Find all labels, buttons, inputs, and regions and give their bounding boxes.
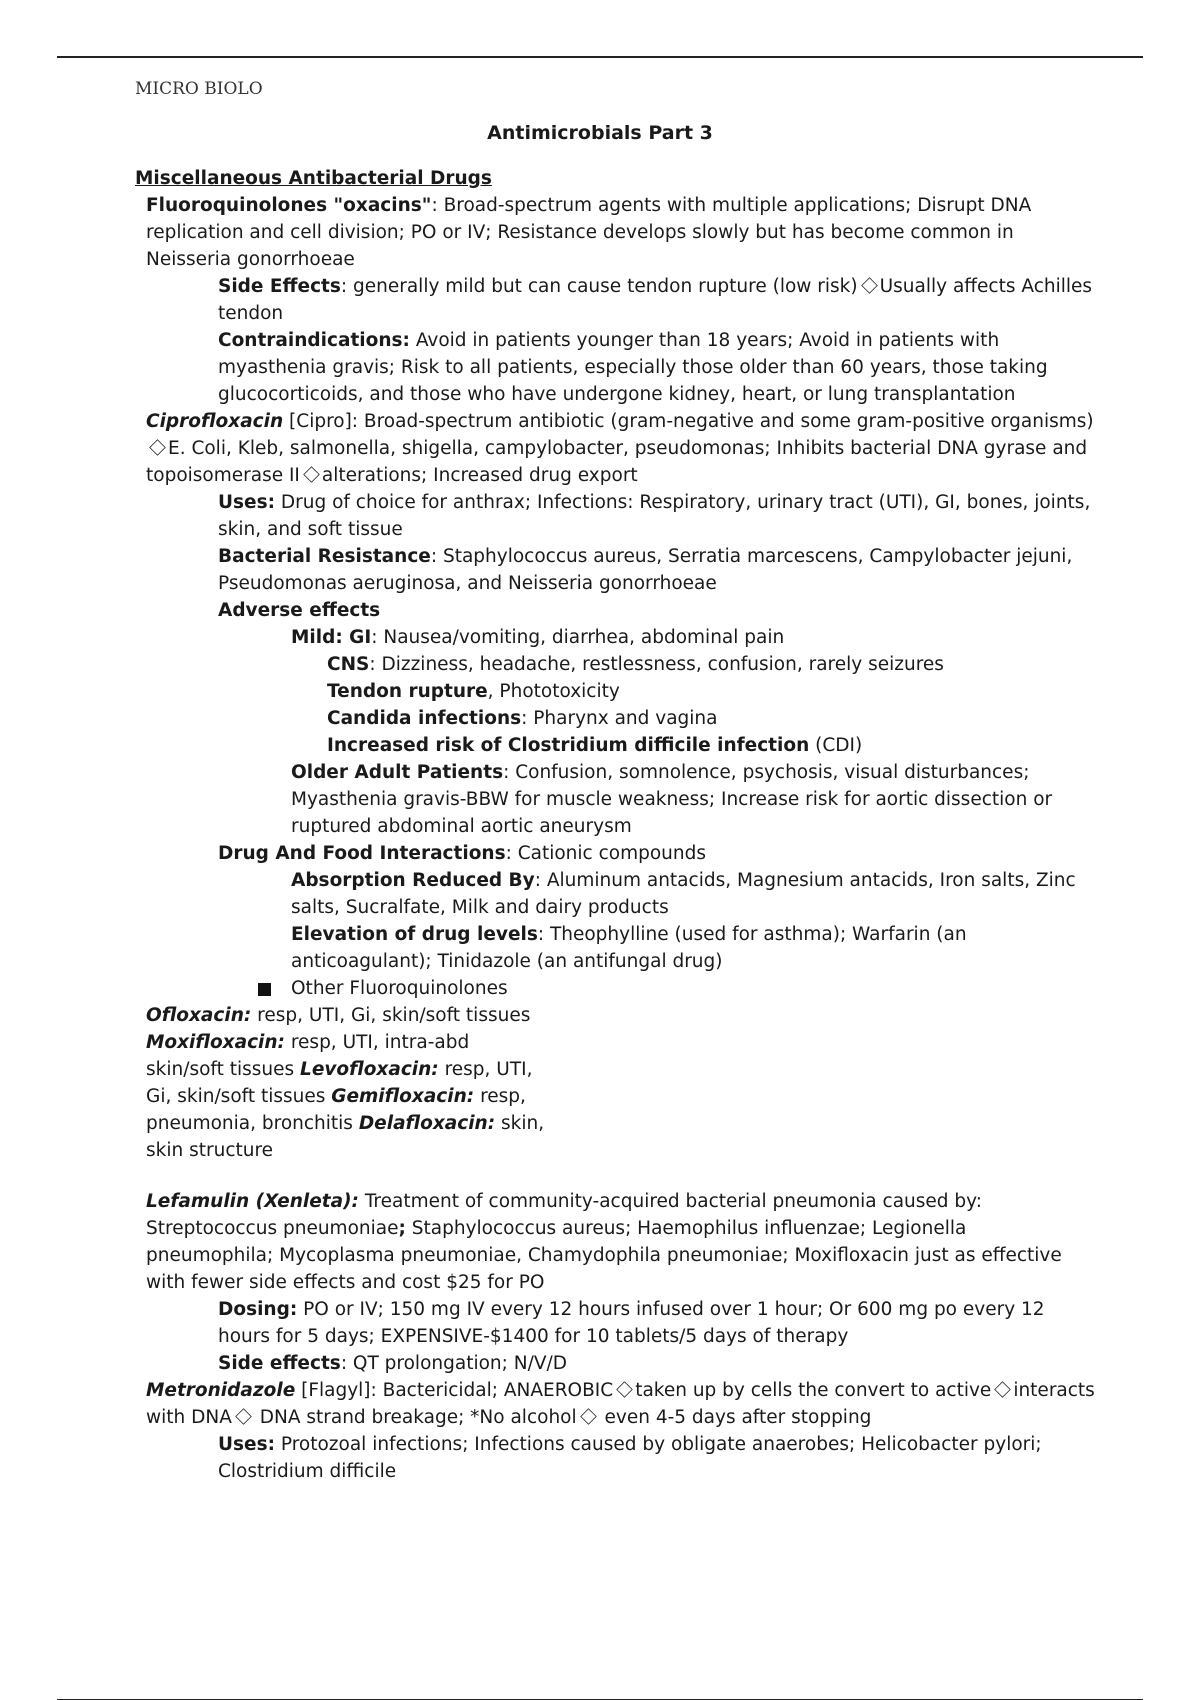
cipro-uses: Uses: Drug of choice for anthrax; Infections: Respiratory, urinary tract (UTI), GI, bones, joints, skin, and soft tissue — [218, 492, 1091, 540]
lefamulin-dosing: Dosing: PO or IV; 150 mg IV every 12 hours infused over 1 hour; Or 600 mg po every 12 hours for 5 days; EXPENSIVE-$1400 for 10 tablets/5 days of therapy — [218, 1299, 1045, 1347]
spacer — [135, 1164, 1095, 1188]
adverse-candida: Candida infections: Pharynx and vagina — [327, 708, 718, 729]
fq-side-effects: Side Effects: generally mild but can cause tendon rupture (low risk) Usually affects Achilles tendon — [218, 276, 1093, 324]
diamond-arrow-icon — [235, 1408, 252, 1425]
adverse-tendon: Tendon rupture, Phototoxicity — [327, 681, 620, 702]
cipro-adverse-effects-heading: Adverse effects — [218, 600, 381, 621]
page-title: Antimicrobials Part 3 — [487, 122, 713, 144]
drug-food-interactions: Drug And Food Interactions: Cationic compounds — [218, 843, 706, 864]
fq-contraindications: Contraindications: Avoid in patients younger than 18 years; Avoid in patients with myasthenia gravis; Risk to all patients, especially those older than 60 years, those taking glucocorticoids, and those who have undergone kidney, heart, or lung transplantation — [218, 330, 1048, 405]
cipro-bacterial-resistance: Bacterial Resistance: Staphylococcus aureus, Serratia marcescens, Campylobacter jejuni, Pseudomonas aeruginosa, and Neisseria gonorrhoeae — [218, 546, 1073, 594]
fluoroquinolones-paragraph: Fluoroquinolones "oxacins": Broad-spectrum agents with multiple applications; Disrupt DNA replication and cell division; PO or IV; Resistance develops slowly but has become common in Neisseria gonorrhoeae — [146, 195, 1032, 270]
diamond-arrow-icon — [580, 1408, 597, 1425]
other-fq-list: Ofloxacin: resp, UTI, Gi, skin/soft tissues Moxifloxacin: resp, UTI, intra-abd skin/soft tissues Levofloxacin: resp, UTI, Gi, skin/soft tissues Gemifloxacin: resp, pneumonia, bronchitis Delafloxacin: skin, skin structure — [146, 1005, 545, 1161]
square-bullet-icon — [258, 983, 271, 996]
page-header: MICRO BIOLO — [135, 79, 263, 99]
adverse-older-adults: Older Adult Patients: Confusion, somnolence, psychosis, visual disturbances; Myasthenia gravis-BBW for muscle weakness; Increase risk for aortic dissection or ruptured abdominal aortic aneurysm — [291, 762, 1053, 837]
absorption-reduced: Absorption Reduced By: Aluminum antacids, Magnesium antacids, Iron salts, Zinc salts, Sucralfate, Milk and dairy products — [291, 870, 1076, 918]
metronidazole-paragraph: Metronidazole [Flagyl]: Bactericidal; ANAEROBIC taken up by cells the convert to active interacts with DNA DNA strand breakage; *No alcohol even 4-5 days after stopping — [146, 1380, 1095, 1428]
diamond-arrow-icon — [149, 439, 166, 456]
diamond-arrow-icon — [861, 277, 878, 294]
other-fluoroquinolones-bullet: Other Fluoroquinolones — [135, 975, 1095, 1002]
adverse-cns: CNS: Dizziness, headache, restlessness, confusion, rarely seizures — [327, 654, 944, 675]
diamond-arrow-icon — [616, 1381, 633, 1398]
adverse-mild-gi: Mild: GI: Nausea/vomiting, diarrhea, abdominal pain — [291, 627, 785, 648]
lefamulin-side-effects: Side effects: QT prolongation; N/V/D — [218, 1353, 567, 1374]
top-rule — [57, 56, 1143, 58]
adverse-cdi: Increased risk of Clostridium difficile infection (CDI) — [327, 735, 863, 756]
document-body — [135, 165, 1095, 1485]
fq-label: Fluoroquinolones "oxacins" — [146, 195, 432, 216]
section-heading: Miscellaneous Antibacterial Drugs — [135, 168, 492, 189]
diamond-arrow-icon — [303, 466, 320, 483]
lefamulin-paragraph: Lefamulin (Xenleta): Treatment of community-acquired bacterial pneumonia caused by: Streptococcus pneumoniae; Staphylococcus aureus; Haemophilus influenzae; Legionella pneumophila; Mycoplasma pneumoniae, Chamydophila pneumoniae; Moxifloxacin just as effective with fewer side effects and cost $25 for PO — [146, 1191, 1062, 1293]
ciprofloxacin-paragraph: Ciprofloxacin [Cipro]: Broad-spectrum antibiotic (gram-negative and some gram-positive organisms)E. Coli, Kleb, salmonella, shigella, campylobacter, pseudomonas; Inhibits bacterial DNA gyrase and topoisomerase II alterations; Increased drug export — [146, 411, 1094, 486]
metro-uses: Uses: Protozoal infections; Infections caused by obligate anaerobes; Helicobacter pylori; Clostridium difficile — [218, 1434, 1042, 1482]
elevation-drug-levels: Elevation of drug levels: Theophylline (used for asthma); Warfarin (an anticoagulant); Tinidazole (an antifungal drug) — [291, 924, 967, 972]
diamond-arrow-icon — [995, 1381, 1012, 1398]
